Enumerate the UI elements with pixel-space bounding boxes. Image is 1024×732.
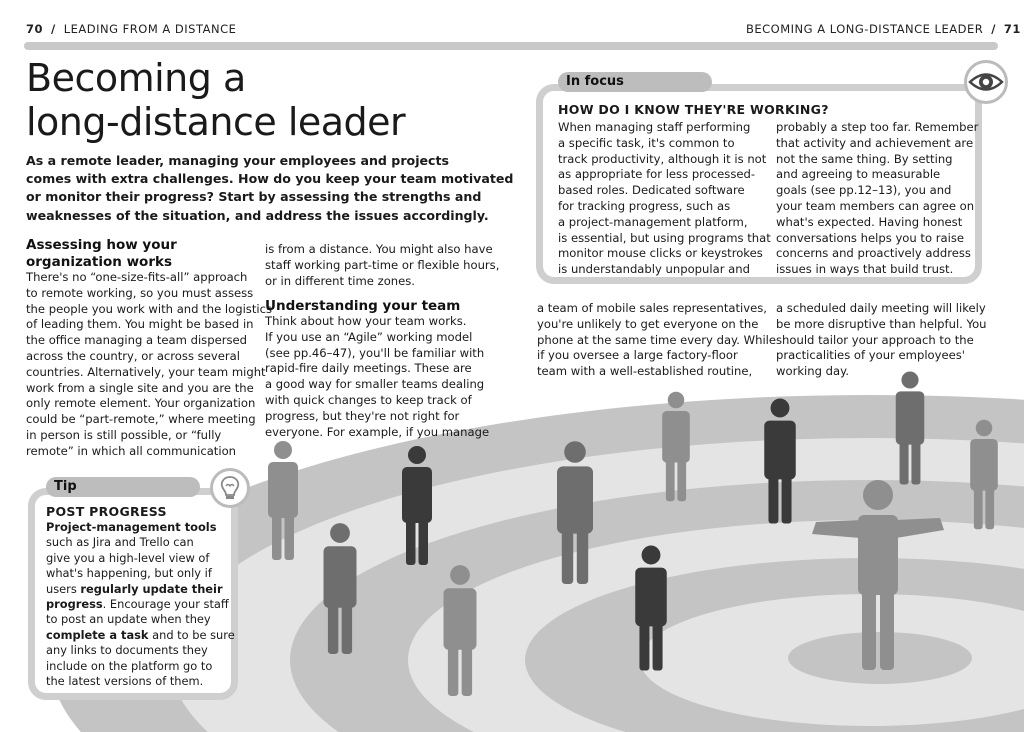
- text-line: remote” in which all communication: [26, 443, 237, 458]
- tip-line: [46, 612, 235, 627]
- text-line: could be “part-remote,” where meeting: [26, 412, 256, 427]
- text-line: your team members can agree on: [776, 198, 975, 213]
- text-line: (see pp.46–47), you'll be familiar with: [265, 345, 485, 360]
- tip-bold-run: regularly update their: [80, 581, 223, 596]
- tip-bold-run: progress: [46, 597, 103, 612]
- text-line: When managing staff performing: [558, 120, 751, 134]
- text-line: is essential, but using programs that: [558, 230, 771, 245]
- tip-line: [46, 628, 235, 643]
- text-line: conversations helps you to raise: [776, 230, 965, 245]
- section-heading-line: organization works: [26, 254, 172, 270]
- tip-line: [46, 659, 235, 674]
- text-line: what's expected. Having honest: [776, 214, 963, 229]
- in-focus-column-1: [558, 120, 771, 278]
- text-line: across the country, or across several: [26, 348, 240, 363]
- text-line: not the same thing. By setting: [776, 151, 953, 166]
- text-line: based roles. Dedicated software: [558, 183, 745, 198]
- section-heading-assessing: [26, 237, 177, 271]
- text-line: staff working part-time or flexible hours,: [265, 257, 500, 272]
- body-column-2-top: [265, 242, 499, 289]
- text-line: you're unlikely to get everyone on the: [537, 316, 759, 331]
- text-line: rapid-fire daily meetings. These are: [265, 361, 472, 376]
- text-line: phone at the same time every day. While: [537, 332, 777, 347]
- tip-run: what's happening, but only if: [46, 566, 212, 581]
- page-title: [26, 56, 405, 144]
- text-line: Think about how your team works.: [265, 314, 467, 328]
- text-line: with quick changes to keep track of: [265, 392, 472, 407]
- text-line: everyone. For example, if you manage: [265, 424, 490, 439]
- tip-line: [46, 643, 235, 658]
- tip-run: any links to documents they: [46, 643, 208, 658]
- tip-line: [46, 535, 235, 550]
- right-running-header: [746, 22, 1021, 36]
- right-header-separator: /: [991, 22, 996, 36]
- tip-run: users: [46, 581, 81, 596]
- body-column-4: [776, 301, 987, 380]
- in-focus-label: In focus: [558, 72, 712, 92]
- text-line: be more disruptive than helpful. You: [776, 316, 987, 331]
- text-line: monitor mouse clicks or keystrokes: [558, 246, 763, 261]
- text-line: for tracking progress, such as: [558, 198, 731, 213]
- text-line: of leading them. You might be based in: [26, 317, 254, 332]
- text-line: a scheduled daily meeting will likely: [776, 301, 986, 315]
- tip-run: give you a high-level view of: [46, 550, 210, 565]
- text-line: the people you work with and the logistics: [26, 301, 273, 316]
- text-line: track productivity, although it is not: [558, 151, 767, 166]
- right-page-number: 71: [1003, 22, 1021, 36]
- text-line: working day.: [776, 364, 850, 379]
- left-running-header: [26, 22, 236, 36]
- tip-heading: POST PROGRESS: [46, 504, 167, 519]
- text-line: team with a well-established routine,: [537, 364, 753, 379]
- text-line: and agreeing to measurable: [776, 167, 941, 182]
- text-line: should tailor your approach to the: [776, 332, 974, 347]
- tip-run: . Encourage your staff: [102, 597, 229, 612]
- text-line: progress, but they're not right for: [265, 408, 460, 423]
- intro-line: comes with extra challenges. How do you keep your team motivated: [26, 171, 514, 187]
- tip-run: and to be sure: [148, 627, 235, 642]
- in-focus-column-2: [776, 120, 978, 278]
- body-column-2: [265, 314, 489, 440]
- tip-run: to post an update when they: [46, 612, 211, 627]
- intro-line: As a remote leader, managing your employees and projects: [26, 153, 450, 168]
- tip-line: [46, 582, 235, 597]
- tip-line: [46, 566, 235, 581]
- body-column-1: [26, 270, 272, 460]
- body-column-3: [537, 301, 776, 380]
- intro-line: weaknesses of the situation, and address the issues accordingly.: [26, 207, 489, 223]
- section-heading-line: Assessing how your: [26, 237, 177, 253]
- tip-run: the latest versions of them.: [46, 674, 204, 689]
- tip-label: Tip: [46, 477, 200, 497]
- tip-bold-run: Project-management tools: [46, 520, 217, 534]
- text-line: a team of mobile sales representatives,: [537, 301, 767, 315]
- left-section-name: LEADING FROM A DISTANCE: [63, 22, 237, 36]
- text-line: concerns and proactively address: [776, 246, 971, 261]
- text-line: if you oversee a large factory-floor: [537, 348, 738, 363]
- tip-line: [46, 551, 235, 566]
- text-line: the office managing a team dispersed: [26, 333, 247, 348]
- text-line: a good way for smaller teams dealing: [265, 377, 485, 392]
- tip-run: include on the platform go to: [46, 658, 213, 673]
- text-line: There's no “one-size-fits-all” approach: [26, 270, 248, 284]
- left-page-number: 70: [26, 22, 44, 36]
- text-line: that activity and achievement are: [776, 135, 974, 150]
- text-line: countries. Alternatively, your team might: [26, 364, 266, 379]
- text-line: issues in ways that build trust.: [776, 262, 954, 277]
- text-line: If you use an “Agile” working model: [265, 329, 473, 344]
- text-line: or in different time zones.: [265, 273, 415, 288]
- page-title-line: long-distance leader: [26, 100, 406, 144]
- in-focus-heading: HOW DO I KNOW THEY'RE WORKING?: [558, 102, 829, 117]
- right-section-name: BECOMING A LONG-DISTANCE LEADER: [746, 22, 984, 36]
- section-heading-understanding: Understanding your team: [265, 298, 461, 314]
- tip-line: [46, 674, 235, 689]
- tip-line: [46, 597, 235, 612]
- text-line: a specific task, it's common to: [558, 135, 735, 150]
- eye-icon: [964, 60, 1008, 104]
- lightbulb-icon: [210, 468, 250, 508]
- left-header-separator: /: [51, 22, 56, 36]
- text-line: is understandably unpopular and: [558, 262, 750, 277]
- tip-body: [46, 520, 235, 689]
- page-title-line: Becoming a: [26, 56, 246, 100]
- header-rule: [24, 42, 998, 50]
- tip-bold-run: complete a task: [46, 627, 149, 642]
- text-line: in person is still possible, or “fully: [26, 427, 222, 442]
- text-line: probably a step too far. Remember: [776, 120, 979, 134]
- text-line: practicalities of your employees': [776, 348, 965, 363]
- text-line: only remote element. Your organization: [26, 396, 256, 411]
- intro-paragraph: [26, 152, 514, 225]
- tip-run: such as Jira and Trello can: [46, 535, 194, 550]
- tip-line: [46, 520, 235, 535]
- text-line: work from a single site and you are the: [26, 380, 254, 395]
- text-line: a project-management platform,: [558, 214, 748, 229]
- intro-line: or monitor their progress? Start by assessing the strengths and: [26, 189, 482, 205]
- text-line: goals (see pp.12–13), you and: [776, 183, 952, 198]
- text-line: as appropriate for less processed-: [558, 167, 756, 182]
- text-line: is from a distance. You might also have: [265, 242, 493, 256]
- text-line: to remote working, so you must assess: [26, 285, 254, 300]
